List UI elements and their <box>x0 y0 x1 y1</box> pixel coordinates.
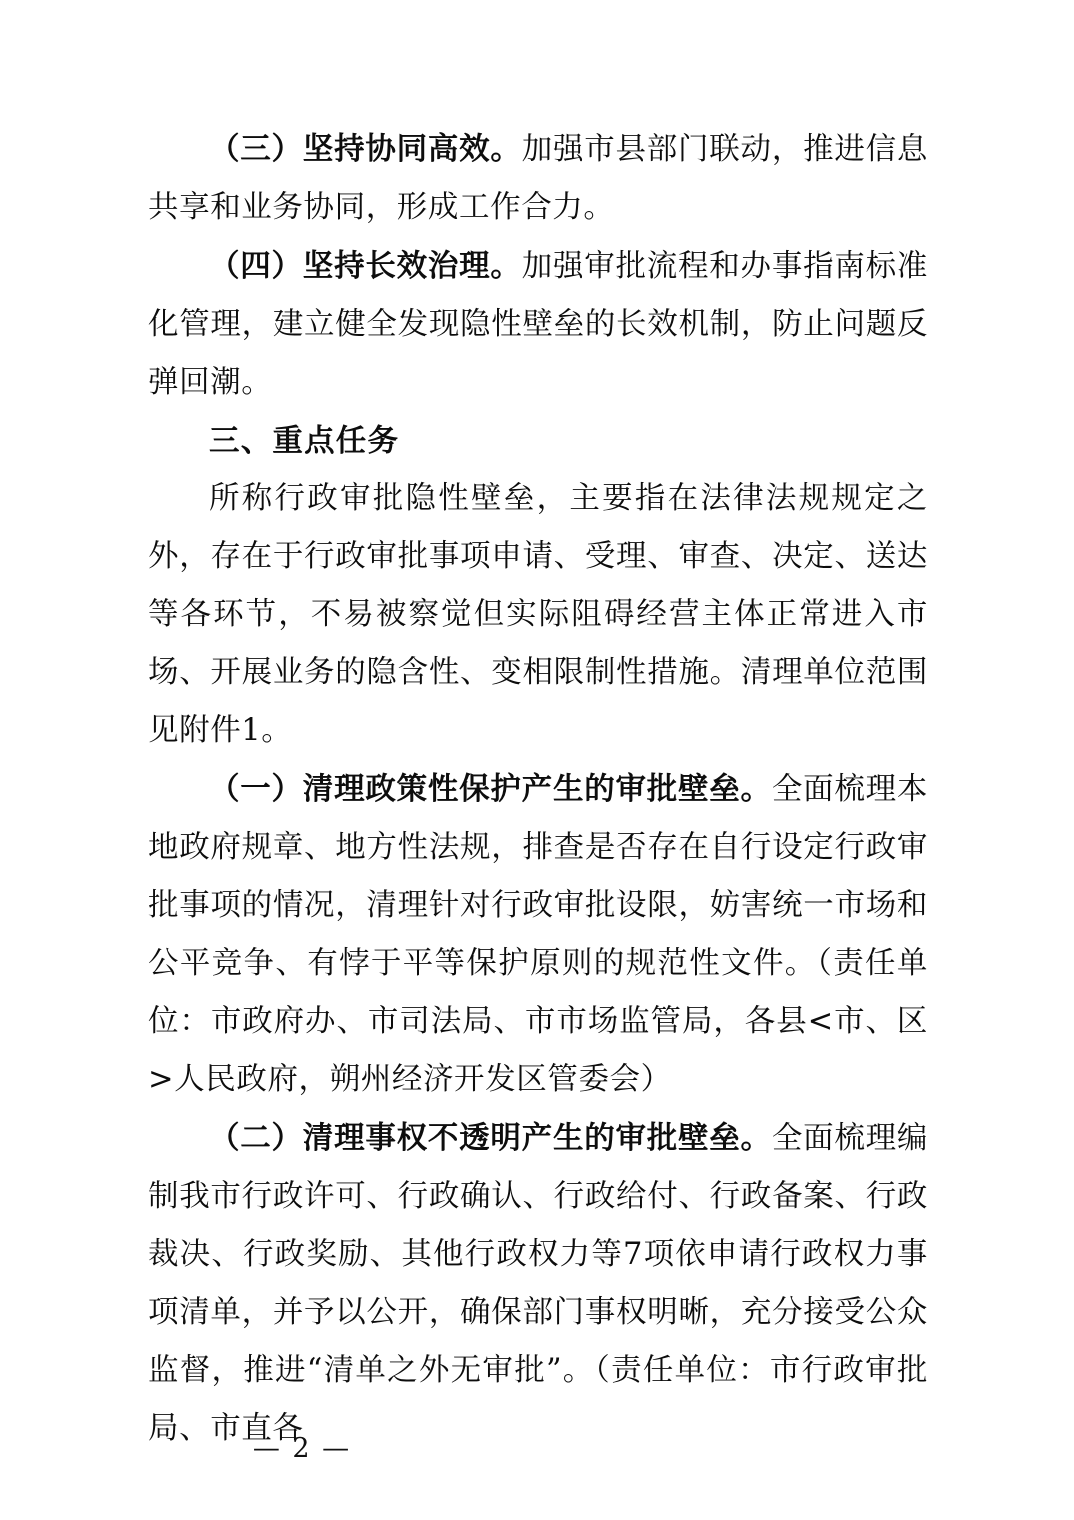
paragraph-lead: （三）坚持协同高效。 <box>209 131 522 167</box>
paragraph-task-2 <box>148 1109 928 1458</box>
paragraph-definition: 所称行政审批隐性壁垒，主要指在法律法规规定之外，存在于行政审批事项申请、受理、审查、决定、送达等各环节，不易被察觉但实际阻碍经营主体正常进入市场、开展业务的隐含性、变相限制性措施。清理单位范围见附件1。 <box>148 481 928 748</box>
paragraph-text: 全面梳理编制我市行政许可、行政确认、行政给付、行政备案、行政裁决、行政奖励、其他行政权力等7项依申请行政权力事项清单，并予以公开，确保部门事权明晰，充分接受公众监督，推进“清单之外无审批”。（责任单位：市行政审批局、市直各 <box>148 1121 928 1446</box>
page-number: — 2 — <box>252 1433 352 1464</box>
paragraph-text: 加强审批流程和办事指南标准化管理，建立健全发现隐性壁垒的长效机制，防止问题反弹回潮。 <box>148 249 928 400</box>
paragraph-text: 加强市县部门联动，推进信息共享和业务协同，形成工作合力。 <box>148 132 928 225</box>
document-body <box>148 120 928 1458</box>
paragraph-principle-4 <box>148 237 928 412</box>
paragraph-lead: （四）坚持长效治理。 <box>209 248 522 284</box>
paragraph-principle-3 <box>148 120 928 237</box>
paragraph-lead: （一）清理政策性保护产生的审批壁垒。 <box>209 771 772 807</box>
paragraph-lead: （二）清理事权不透明产生的审批壁垒。 <box>209 1120 772 1156</box>
paragraph-text: 全面梳理本地政府规章、地方性法规，排查是否存在自行设定行政审批事项的情况，清理针对行政审批设限，妨害统一市场和公平竞争、有悖于平等保护原则的规范性文件。（责任单位：市政府办、市司法局、市市场监管局，各县<市、区>人民政府，朔州经济开发区管委会） <box>148 772 928 1097</box>
section-heading: 三、重点任务 <box>209 423 400 459</box>
paragraph-task-1 <box>148 760 928 1109</box>
